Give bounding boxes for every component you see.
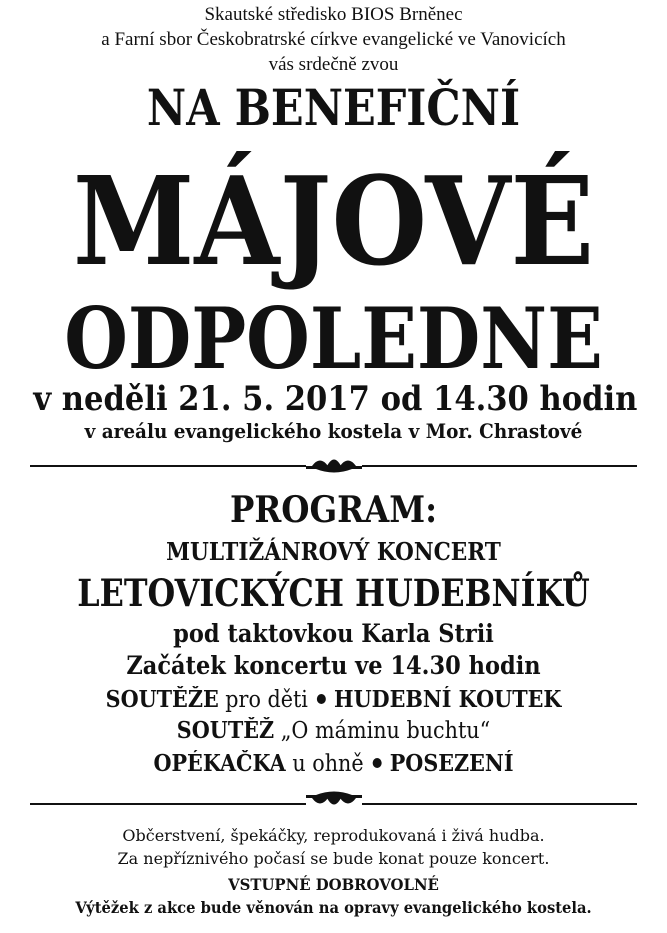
title-majove: MÁJOVÉ [72,149,595,293]
footer-entry: VSTUPNÉ DOBROVOLNÉ [228,875,439,894]
organizer-line-2: a Farní sbor Českobratrské církve evangelické ve Vanovicích [101,29,566,50]
concert-band: LETOVICKÝCH HUDEBNÍKŮ [77,571,590,615]
program-row-1 [33,688,633,712]
concert-type: MULTIŽÁNROVÝ KONCERT [166,537,501,566]
footer-proceeds: Výtěžek z akce bude věnován na opravy evangelického kostela. [75,898,592,917]
activity-hudebni-koutek: HUDEBNÍ KOUTEK [334,686,562,713]
ornament-bottom-icon [306,789,362,813]
program-heading: PROGRAM: [229,489,438,531]
ornament-top-icon [306,451,362,475]
concert-start: Začátek koncertu ve 14.30 hodin [126,651,541,680]
activity-opekacka: OPÉKAČKA u ohně [153,750,364,777]
invitation-line: vás srdečně zvou [268,54,399,75]
program-row-2 [33,719,633,743]
event-venue: v areálu evangelického kostela v Mor. Chrastové [84,419,583,443]
title-odpoledne: ODPOLEDNE [64,289,603,388]
footer-refreshments: Občerstvení, špekáčky, reprodukovaná i živá hudba. [122,826,545,845]
event-date-time: v neděli 21. 5. 2017 od 14.30 hodin [33,379,638,419]
bullet-icon [373,758,382,768]
program-row-3 [33,752,633,776]
organizer-line-1: Skautské středisko BIOS Brněnec [204,4,463,25]
footer-weather-note: Za nepříznivého počasí se bude konat pouze koncert. [117,849,550,868]
activity-posezeni: POSEZENÍ [389,750,514,777]
title-na-beneficni: NA BENEFIČNÍ [146,78,521,137]
concert-conductor: pod taktovkou Karla Strii [173,619,494,648]
activity-soutez-buchta: SOUTĚŽ „O máminu buchtu“ [176,717,491,744]
activity-soutez-deti: SOUTĚŽE pro děti [105,686,308,713]
bullet-icon [317,694,326,704]
